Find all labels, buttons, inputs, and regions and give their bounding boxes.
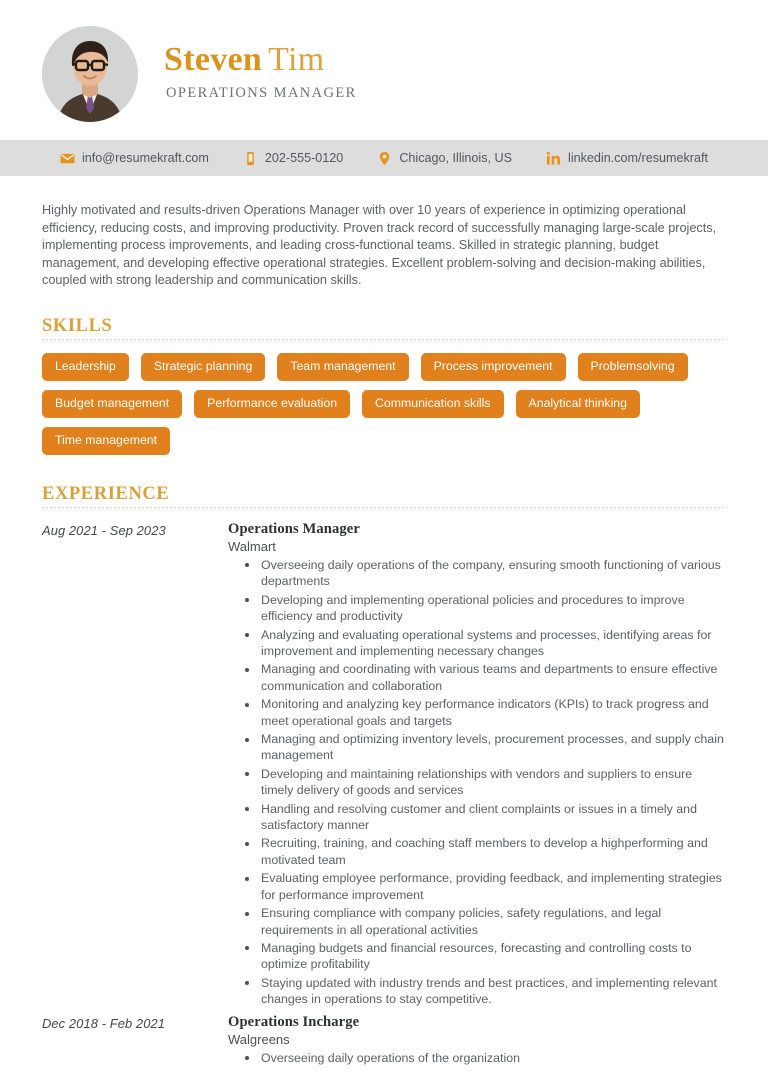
skill-tag: Performance evaluation [194, 390, 350, 418]
experience-company: Walgreens [228, 1031, 290, 1047]
experience-bullet-list [228, 1050, 726, 1066]
experience-bullet-list [228, 557, 726, 1008]
contact-phone-text: 202-555-0120 [264, 151, 344, 165]
skills-section-title: SKILLS [42, 315, 113, 336]
skill-tag: Budget management [42, 390, 182, 418]
location-pin-icon [377, 151, 392, 166]
experience-entry [42, 521, 726, 1010]
experience-bullet: Monitoring and analyzing key performance indicators (KPIs) to track progress and meet operational goals and targets [245, 696, 726, 729]
experience-list [42, 521, 726, 1068]
skill-tag: Time management [42, 427, 170, 455]
experience-bullet: Developing and maintaining relationships with vendors and suppliers to ensure timely delivery of goods and services [245, 766, 726, 799]
resume-header [0, 0, 768, 140]
experience-entry [42, 1014, 726, 1068]
experience-section [42, 484, 726, 1068]
job-role-subtitle: OPERATIONS MANAGER [166, 85, 357, 101]
experience-bullet: Staying updated with industry trends and best practices, and implementing relevant changes in operations to stay competitive. [245, 975, 726, 1008]
skill-tag: Problemsolving [578, 353, 688, 381]
experience-date: Dec 2018 - Feb 2021 [42, 1015, 166, 1031]
experience-bullet: Ensuring compliance with company policies, safety regulations, and legal requirements in all operational activities [245, 905, 726, 938]
experience-job-title: Operations Incharge [228, 1013, 360, 1030]
avatar [42, 26, 138, 122]
skill-tag: Team management [277, 353, 408, 381]
skill-tag: Analytical thinking [516, 390, 640, 418]
contact-phone[interactable] [243, 151, 343, 166]
experience-bullet: Developing and implementing operational policies and procedures to improve efficiency and productivity [245, 592, 726, 625]
experience-company: Walmart [228, 538, 276, 554]
experience-bullet: Recruiting, training, and coaching staff members to develop a highperforming and motivated team [245, 835, 726, 868]
linkedin-icon [546, 151, 561, 166]
contact-linkedin-text: linkedin.com/resumekraft [568, 151, 708, 165]
experience-job-title: Operations Manager [228, 520, 360, 537]
resume-body [0, 202, 768, 1068]
envelope-icon [60, 151, 75, 166]
experience-bullet: Managing and coordinating with various teams and departments to ensure effective communication and collaboration [245, 661, 726, 694]
experience-detail [228, 521, 726, 1010]
experience-bullet: Analyzing and evaluating operational systems and processes, identifying areas for improvement and implementing necessary changes [245, 627, 726, 660]
experience-bullet: Managing and optimizing inventory levels, procurement processes, and supply chain management [245, 731, 726, 764]
phone-icon [243, 151, 258, 166]
contact-email[interactable] [60, 151, 209, 166]
first-name: Steven [164, 41, 263, 78]
name-block [164, 40, 357, 108]
experience-bullet: Overseeing daily operations of the company, ensuring smooth functioning of various departments [245, 557, 726, 590]
skill-tag: Communication skills [362, 390, 504, 418]
contact-email-text: info@resumekraft.com [82, 151, 209, 165]
experience-detail [228, 1014, 726, 1068]
contact-bar [0, 140, 768, 176]
contact-linkedin[interactable] [546, 151, 708, 166]
last-name: Tim [268, 41, 325, 78]
professional-summary: Highly motivated and results-driven Operations Manager with over 10 years of experience in optimizing operational efficiency, reducing costs, and improving productivity. Proven track record of successfully managing large-scale projects, implementing process improvements, and leading cross-functional teams. Skilled in strategic planning, budget management, and developing effective operational strategies. Excellent problem-solving and decision-making abilities, coupled with strong leadership and communication skills. [42, 203, 717, 288]
contact-location-text: Chicago, Illinois, US [399, 151, 513, 165]
page-title [164, 40, 357, 80]
skill-tag: Leadership [42, 353, 129, 381]
skills-list [42, 353, 732, 455]
skills-section [42, 316, 726, 455]
skill-tag: Strategic planning [141, 353, 265, 381]
experience-bullet: Evaluating employee performance, providing feedback, and implementing strategies for performance improvement [245, 870, 726, 903]
experience-section-title: EXPERIENCE [42, 483, 170, 504]
experience-bullet: Handling and resolving customer and client complaints or issues in a timely and satisfactory manner [245, 801, 726, 834]
experience-date: Aug 2021 - Sep 2023 [42, 522, 166, 538]
experience-bullet: Overseeing daily operations of the organization [245, 1050, 726, 1066]
contact-location[interactable] [377, 151, 512, 166]
experience-divider [42, 507, 726, 508]
experience-bullet: Managing budgets and financial resources, forecasting and controlling costs to optimize profitability [245, 940, 726, 973]
skill-tag: Process improvement [421, 353, 566, 381]
skills-divider [42, 339, 726, 340]
